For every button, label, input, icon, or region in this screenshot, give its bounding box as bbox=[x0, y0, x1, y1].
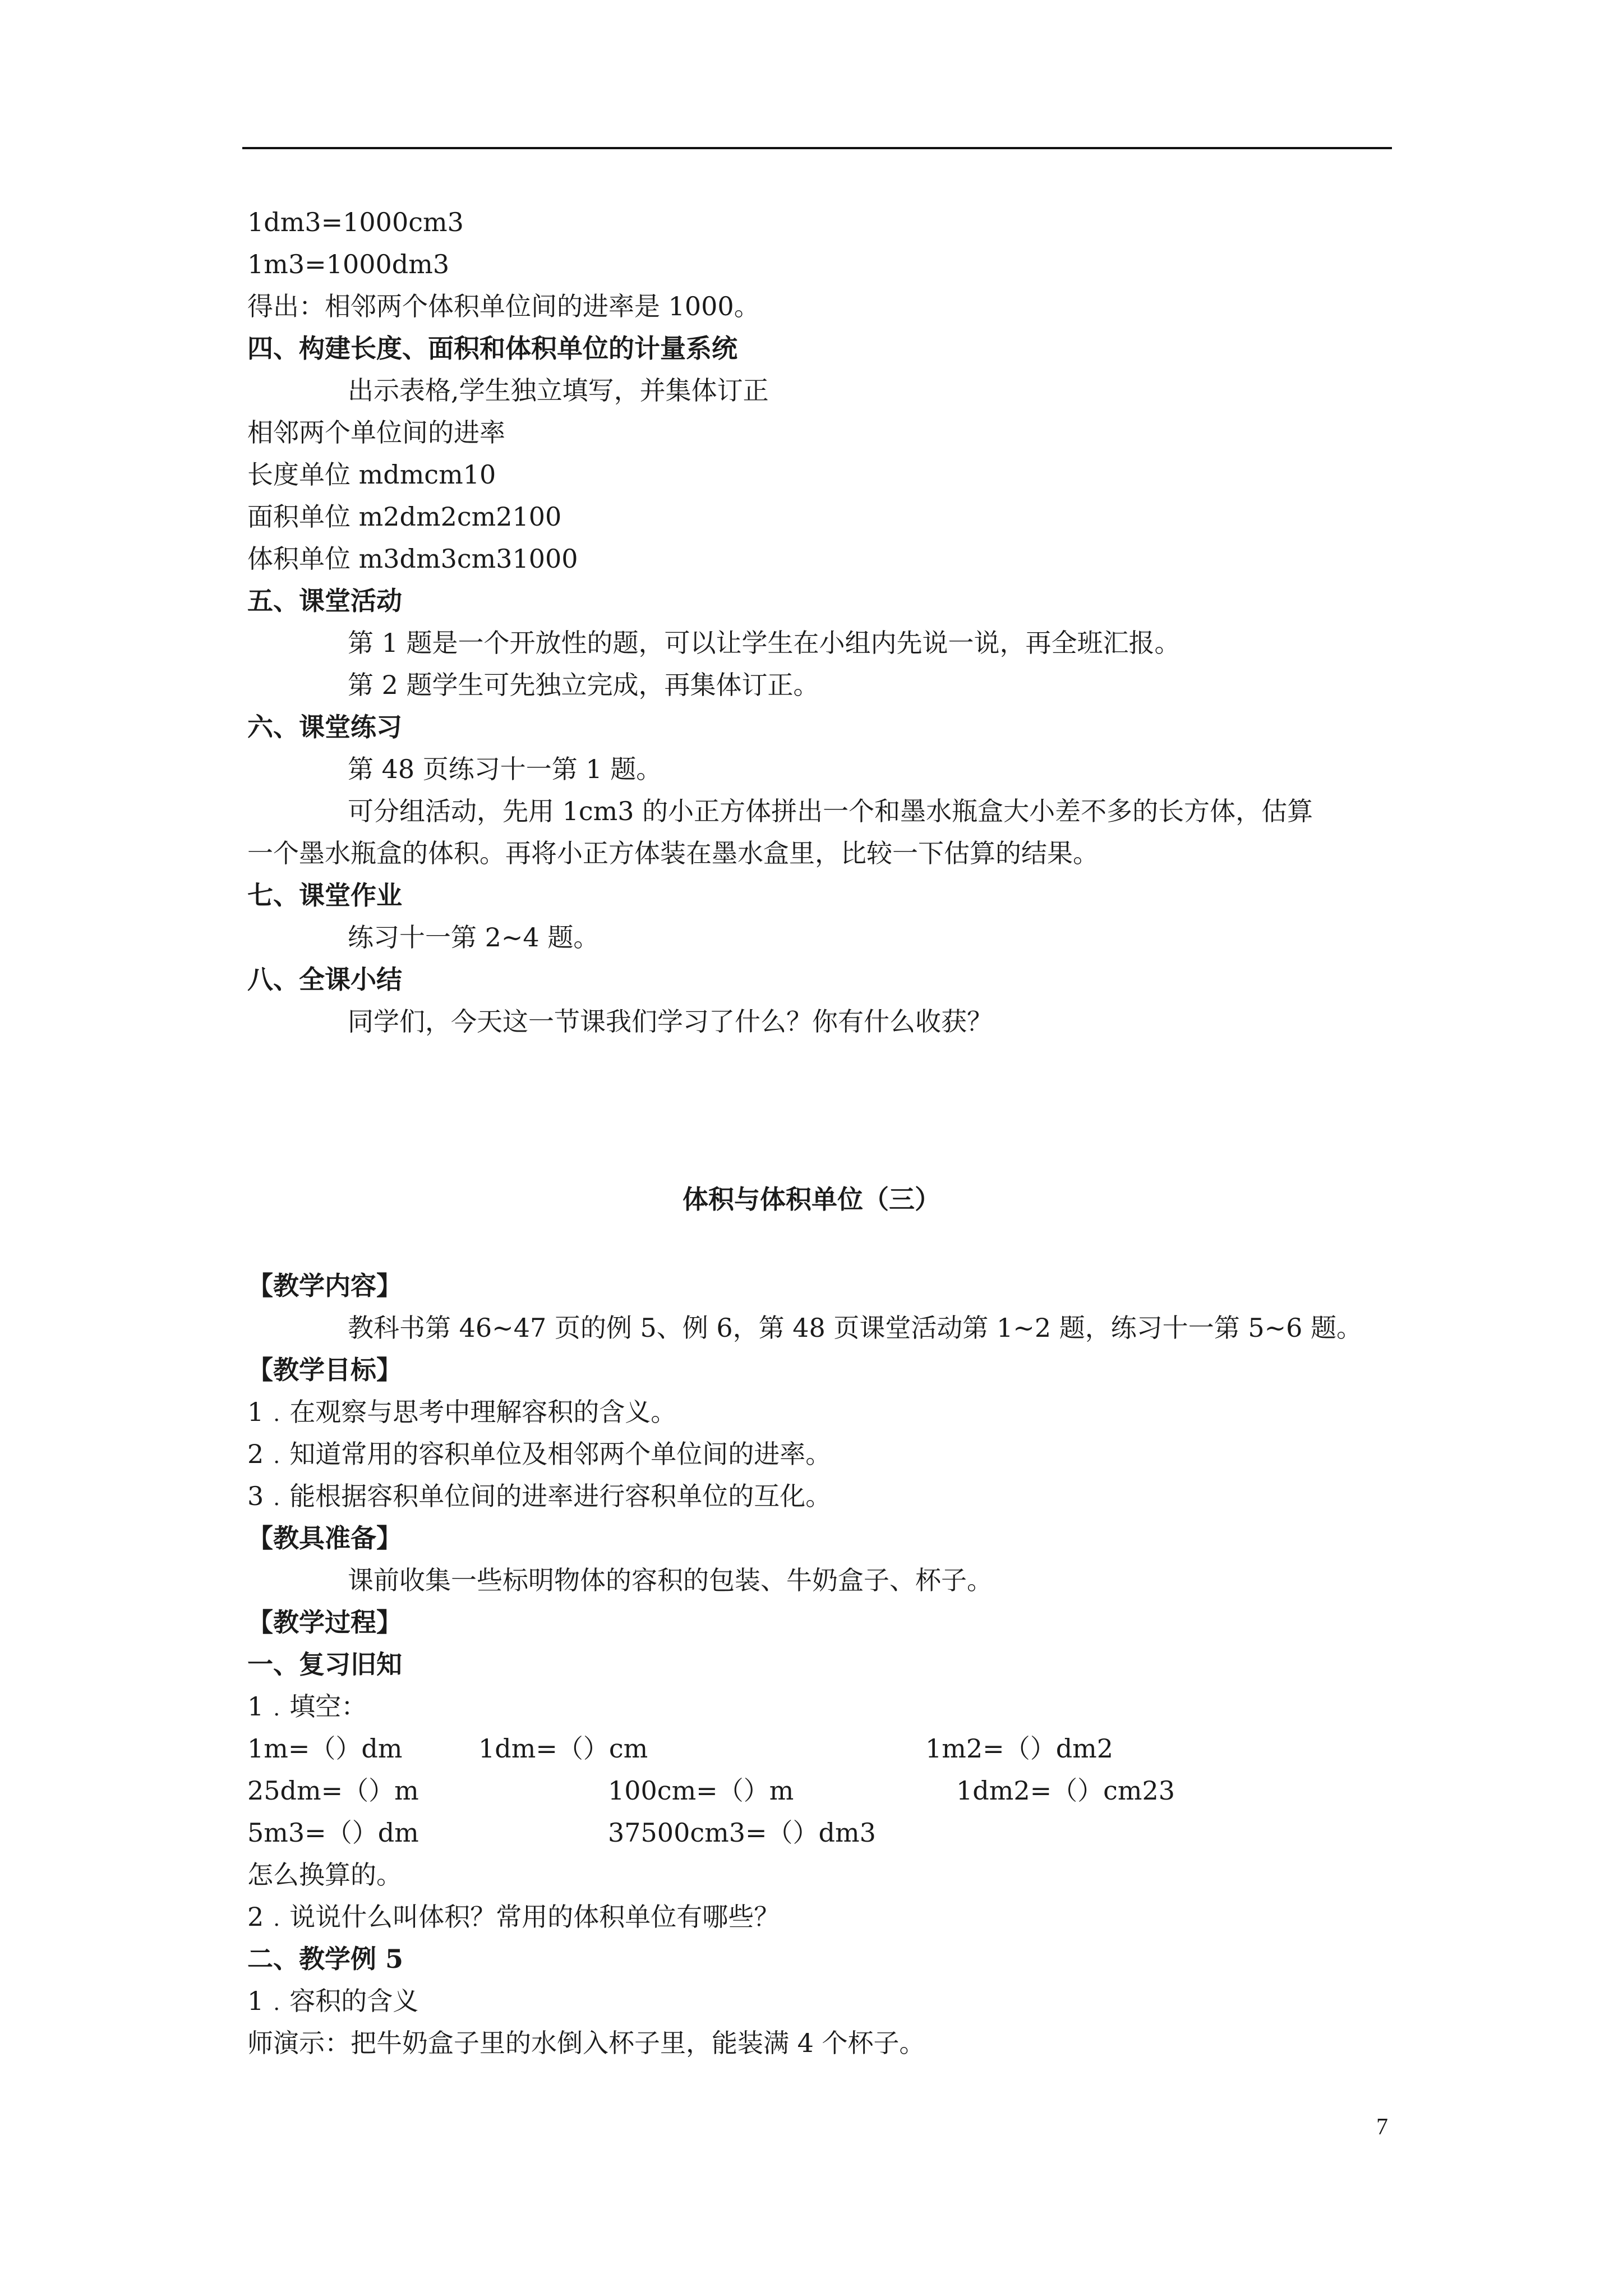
exercise-item: 5m3=（）dm bbox=[247, 1818, 419, 1848]
text-line: 体积单位 m3dm3cm31000 bbox=[247, 544, 578, 574]
text-line: 1﹒容积的含义 bbox=[247, 1986, 419, 2016]
text-line: 1dm3=1000cm3 bbox=[247, 207, 464, 237]
text-line: 1﹒填空： bbox=[247, 1691, 367, 1722]
text-line: 面积单位 m2dm2cm2100 bbox=[247, 501, 562, 532]
lesson-heading: 【教学内容】 bbox=[247, 1271, 402, 1301]
section-heading: 八、全课小结 bbox=[247, 964, 402, 995]
section-heading: 二、教学例 5 bbox=[247, 1944, 404, 1974]
text-line: 第 2 题学生可先独立完成，再集体订正。 bbox=[348, 670, 819, 700]
lesson-heading: 【教具准备】 bbox=[247, 1523, 402, 1553]
text-line: 师演示：把牛奶盒子里的水倒入杯子里，能装满 4 个杯子。 bbox=[247, 2028, 925, 2058]
lesson-title: 体积与体积单位（三） bbox=[683, 1184, 940, 1214]
exercise-item: 1m=（）dm bbox=[247, 1733, 403, 1764]
lesson-heading: 【教学过程】 bbox=[247, 1607, 402, 1637]
lesson-heading: 【教学目标】 bbox=[247, 1355, 402, 1385]
exercise-item: 37500cm3=（）dm3 bbox=[608, 1818, 876, 1848]
text-line: 2﹒说说什么叫体积？常用的体积单位有哪些？ bbox=[247, 1902, 780, 1932]
section-heading: 一、复习旧知 bbox=[247, 1649, 402, 1680]
text-line: 练习十一第 2~4 题。 bbox=[348, 922, 600, 953]
page-number: 7 bbox=[1376, 2114, 1388, 2140]
section-heading: 七、课堂作业 bbox=[247, 880, 402, 910]
text-line: 一个墨水瓶盒的体积。再将小正方体装在墨水盒里，比较一下估算的结果。 bbox=[247, 838, 1099, 868]
exercise-item: 25dm=（）m bbox=[247, 1775, 419, 1806]
text-line: 可分组活动，先用 1cm3 的小正方体拼出一个和墨水瓶盒大小差不多的长方体，估算 bbox=[348, 796, 1313, 826]
goal-item: 2﹒知道常用的容积单位及相邻两个单位间的进率。 bbox=[247, 1439, 832, 1469]
text-line: 怎么换算的。 bbox=[247, 1860, 402, 1890]
text-line: 同学们，今天这一节课我们学习了什么？你有什么收获？ bbox=[348, 1006, 993, 1037]
text-line: 第 48 页练习十一第 1 题。 bbox=[348, 754, 662, 784]
section-heading: 六、课堂练习 bbox=[247, 712, 402, 742]
text-line: 课前收集一些标明物体的容积的包装、牛奶盒子、杯子。 bbox=[348, 1565, 993, 1595]
section-heading: 四、构建长度、面积和体积单位的计量系统 bbox=[247, 333, 737, 364]
exercise-item: 1m2=（）dm2 bbox=[925, 1733, 1114, 1764]
header-rule bbox=[242, 147, 1392, 149]
text-line: 第 1 题是一个开放性的题，可以让学生在小组内先说一说，再全班汇报。 bbox=[348, 628, 1181, 658]
exercise-item: 1dm=（）cm bbox=[478, 1733, 648, 1764]
text-line: 长度单位 mdmcm10 bbox=[247, 459, 496, 490]
goal-item: 1﹒在观察与思考中理解容积的含义。 bbox=[247, 1397, 677, 1427]
text-line: 出示表格,学生独立填写，并集体订正 bbox=[348, 375, 769, 406]
section-heading: 五、课堂活动 bbox=[247, 586, 402, 616]
text-line: 教科书第 46~47 页的例 5、例 6，第 48 页课堂活动第 1~2 题，练习十一第 5~6 题。 bbox=[348, 1313, 1363, 1343]
exercise-item: 1dm2=（）cm23 bbox=[956, 1775, 1175, 1806]
text-line: 相邻两个单位间的进率 bbox=[247, 417, 505, 448]
goal-item: 3﹒能根据容积单位间的进率进行容积单位的互化。 bbox=[247, 1481, 832, 1511]
exercise-item: 100cm=（）m bbox=[608, 1775, 794, 1806]
text-line: 得出：相邻两个体积单位间的进率是 1000。 bbox=[247, 291, 760, 321]
text-line: 1m3=1000dm3 bbox=[247, 249, 450, 279]
